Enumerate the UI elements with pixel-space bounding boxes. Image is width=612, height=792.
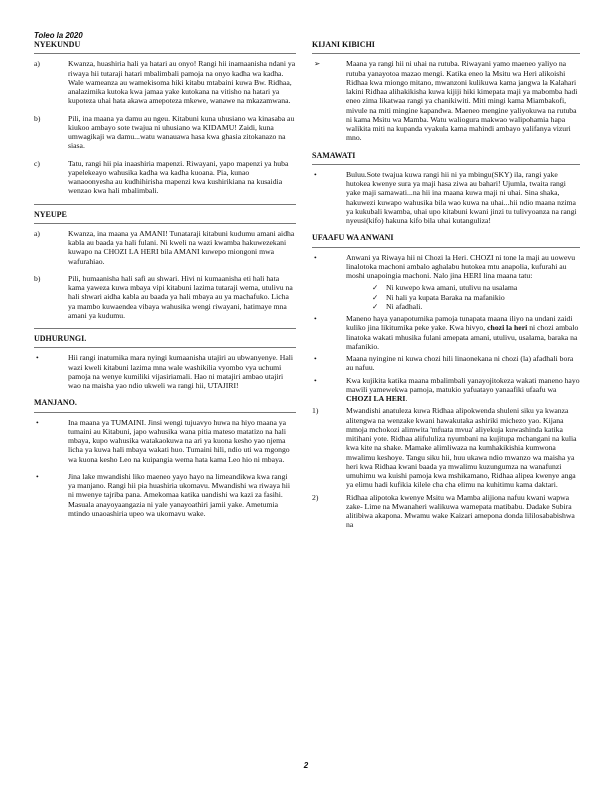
list-item: [312, 253, 580, 281]
item-text: Pili, ina maana ya damu au ngeu. Kitabuni kuna uhusiano wa kinasaba au kiukoo ambayo sote twajua ni uhusiano wa KIDAMU! Zaidi, kuna umwagikaji wa damu...watu wanauawa hasa kwa ghasia zitokanazo na siasa.: [68, 113, 295, 151]
list-item: [312, 59, 580, 142]
right-column: [312, 40, 580, 533]
item-marker: b): [34, 113, 41, 123]
heading-udhurungi: UDHURUNGI.: [34, 334, 87, 343]
bullet-marker: •: [314, 354, 317, 363]
list-item: [312, 314, 580, 351]
item-text: Ridhaa alipotoka kwenye Msitu wa Mamba alijiona nafuu kwani wapwa zake- Lime na Mwanaheri walikuwa wamepata matibabu. Dadake Subira alitibiwa akapona. Mwamu wake Kaizari amepona donda lililosababishwa na: [346, 492, 575, 530]
item-text: Ina maana ya TUMAINI. Jinsi wengi tujuavyo huwa na hiyo maana ya tumaini au Kitabuni, japo wahusika wana pitia mateso matatizo na hali mbaya, kupo wahusika watakaokuwa na ari ya kuona kesho yao njema licha ya kuwa hali mbaya wakati huo. Tumaini hili, ndio uti wa mgongo wa kuona kesho Leo na kuipangia wema hata kama Leo hio ni mbaya.: [68, 417, 290, 464]
page-number: 2: [303, 761, 309, 770]
bullet-marker: •: [314, 252, 317, 262]
numbered-item: [312, 493, 580, 530]
divider: [34, 223, 296, 224]
heading-kijani: KIJANI KIBICHI: [312, 40, 375, 49]
item-text: [346, 376, 580, 404]
divider: [34, 347, 296, 348]
check-item: [372, 293, 580, 302]
item-marker: b): [34, 273, 41, 283]
item-marker: 2): [312, 492, 319, 502]
heading-nyeupe: NYEUPE: [34, 209, 67, 219]
list-item: [34, 114, 296, 151]
bullet-marker: •: [36, 471, 39, 481]
list-item: [34, 59, 296, 105]
emphasis-text: CHOZI LA HERI: [346, 394, 406, 403]
check-item: [372, 302, 580, 311]
item-text: Anwani ya Riwaya hii ni Chozi la Heri. CHOZI ni tone la maji au uowevu linalotoka machoni ambalo aghalabu hutokea mtu anapolia, kufurahi au moshi unapoingia machoni. Nalo jina HERI lina maana tatu:: [346, 252, 576, 280]
heading-ufaafu: UFAAFU WA ANWANI: [312, 233, 394, 243]
check-item: [372, 283, 580, 292]
item-text: Jina lake mwandishi liko maeneo yayo hayo na limeandikwa kwa rangi ya manjano. Rangi hii pia huashiria ukomavu. Mwandishi wa riwaya hii ni mwenye tajriba pana. Amekomaa katika uandishi wa kazi za fasihi. Masuala anayoyaangazia ni yale yanayoathiri jamii yake. Ametumia mtindo unaoashiria upeo wa ukomavu wake.: [68, 471, 291, 518]
item-text-part: .: [405, 394, 408, 403]
divider: [34, 328, 296, 329]
check-text: Ni afadhali.: [386, 301, 423, 311]
check-text: Ni hali ya kupata Baraka na mafanikio: [386, 292, 505, 302]
bullet-marker: •: [36, 417, 39, 427]
list-item: [34, 159, 296, 196]
item-text: Kwanza, ina maana ya AMANI! Tunataraji kitabuni kudumu amani aidha kabla au baada ya hali fulani. Ni kweli na wazi kwamba hakuwezekani kuwapo na CHOZI LA HERI bila AMANI kuwepo miongoni mwa wafurahiao.: [68, 228, 295, 266]
list-item: [34, 472, 296, 518]
list-item: [34, 353, 296, 390]
item-marker: a): [34, 228, 40, 238]
item-marker: a): [34, 59, 40, 69]
item-marker: c): [34, 158, 40, 168]
item-text: Maana nyingine ni kuwa chozi hili linaonekana ni chozi (la) afadhali bora au nafuu.: [346, 354, 574, 373]
divider: [312, 164, 580, 165]
arrow-bullet-icon: ➢: [314, 59, 321, 69]
item-text-part: Kwa kujikita katika maana mbalimbali yanayojitokeza wakati maneno hayo mawili yamewekwa pamoja, matukio yafuatayo yanaafiki ufaafu wa: [346, 375, 580, 394]
list-item: [312, 354, 580, 373]
edition-label: Toleo la 2020: [34, 31, 83, 40]
item-text: Maana ya rangi hii ni uhai na rutuba. Riwayani yamo maeneo yaliyo na rutuba yanayotoa mazao mengi. Katika eneo la Msitu wa Heri alikoishi Ridhaa kwa miongo mitano, mwanzoni kulikuwa kama jangwa la Kalahari lakini Ridhaa alihakikisha kuwa kijiji hiki kimepata maji ya mabomba hadi eneo zima likatwaa rangi ya chanikiwiti. Miti mingi kama Miambakofi, mivule na miti mingine kapandwa. Maeneo mengine yaliyokuwa na rutuba ni kama Msitu wa Mamba. Watu waliogura makwao walipohamia hapa walikita miti na kupanda vyakula kama mahindi ambayo yalifanya vizuri mno.: [346, 59, 578, 143]
divider: [312, 247, 580, 248]
heading-samawati: SAMAWATI: [312, 150, 356, 160]
divider: [34, 412, 296, 413]
numbered-item: [312, 406, 580, 489]
item-text: Tatu, rangi hii pia inaashiria mapenzi. Riwayani, yapo mapenzi ya huba yapelekeayo wahusika kadha wa kadha kuoana. Pia, kunao wanaoonyesha au kudhihirisha mapenzi kwa kushirikiana na kusaidia wenzao kwa hali mbalimbali.: [68, 158, 289, 196]
list-item: [34, 229, 296, 266]
item-text: Mwandishi anatuleza kuwa Ridhaa alipokwenda shuleni siku ya kwanza alitengwa na wenzake kwani hawakutaka ashiriki michezo yao. Kijana mmoja mchokozi alimwita 'mfuata mvua' aliyekuja kuwashinda katika mitihani yote. Ridhaa alifululiza nyumbani na kujitupa mchangani na kulia kwa kite na shake. Mamake alimliwaza na kumhakikishia kumwona mwalimu keshoye. Tangu siku hii, huu ukawa ndio mwanzo wa maisha ya heri kwa Ridhaa kwani baada ya mwalimu kuzungumza na wanafunzi umuhimu wa kuishi pamoja kwa mshikamano, Ridhaa alipea kwenye anga ya elimu hadi kufikia kilele cha cha elimu na kuhitimu kama daktari.: [346, 406, 577, 490]
divider: [312, 53, 580, 54]
bullet-marker: •: [314, 314, 317, 323]
heading-manjano: MANJANO.: [34, 398, 77, 408]
list-item: [34, 418, 296, 464]
check-icon: ✓: [372, 301, 379, 311]
item-marker: 1): [312, 406, 319, 416]
check-icon: ✓: [372, 283, 379, 293]
list-item: [34, 274, 296, 320]
list-item: [312, 170, 580, 226]
bullet-marker: •: [314, 375, 317, 385]
item-text: Buluu.Sote twajua kuwa rangi hii ni ya mbingu(SKY) ila, rangi yake hutokea kwenye sura ya maji hasa ziwa au bahari! Ujumla, twaita rangi yake maji samawati...na hii ina maana kuwa maji ni uhai. Sina shaka, hakuwezi kuwapo wahusika bila wao kuwa na uhai...hii ndio maana nzima ya kukubali kwamba, uhai upo kitabuni kwani jinzi tu tulivyoanza na rangi nyeusi(kifo) hakuna kifo bila uhai kutanguliza!: [346, 169, 577, 225]
check-icon: ✓: [372, 292, 379, 302]
bullet-marker: •: [314, 169, 317, 179]
bullet-marker: •: [36, 353, 39, 363]
item-text: Kwanza, huashiria hali ya hatari au onyo! Rangi hii inamaanisha ndani ya riwaya hii tutaraji hatari mbalimbali pamoja na onyo kadha wa kadha. Wale wameanza au wamekisoma hiki kitabu mtabaini kuwa Bw. Ridhaa, analazimika kutoka kwa jamaa yake kutokana na vitisho na hatari ya kupoteza uhai hata akawa amepoteza mkewe, wanawe na mkazamwana.: [68, 59, 296, 106]
emphasis-text: chozi la heri: [487, 323, 528, 333]
divider: [34, 53, 296, 54]
item-text-part: Maneno haya yanapotumika pamoja tunapata maana iliyo na undani zaidi kuliko jina likitumika peke yake. Kwa hivyo,: [346, 314, 573, 333]
item-text: Pili, humaanisha hali safi au shwari. Hivi ni kumaanisha eti hali hata kama yaweza kuwa mbaya vipi kitabuni lazima tutaraji wema, utulivu na hali shwari aidha kabla au baada ya hali mbaya au ya machafuko. Licha ya mambo kuwaendea vibaya wahusika wengi riwayani, hatimaye mna amani ya kudumu.: [68, 273, 293, 320]
list-item: [312, 376, 580, 404]
item-text-part: ni chozi ambalo linatoka wakati mhusika fulani amepata amani, utulivu, usalama, baraka na mafanikio.: [346, 323, 579, 351]
divider: [34, 204, 296, 205]
item-text: [346, 314, 580, 351]
heading-nyekundu: NYEKUNDU: [34, 40, 81, 49]
item-text: Hii rangi inatumika mara nyingi kumaanisha utajiri au ubwanyenye. Hali wazi kweli kitabuni lazima mna wale washikilia vyombo vya uchumi pamoja na wenye kumiliki vijasiriamali. Hao ni matajiri ambao utajiri wao na maisha yao ndio ukweli wa rangi hii, UTAJIRI!: [68, 353, 294, 390]
left-column: [34, 40, 296, 526]
check-text: Ni kuwepo kwa amani, utulivu na usalama: [386, 283, 518, 293]
